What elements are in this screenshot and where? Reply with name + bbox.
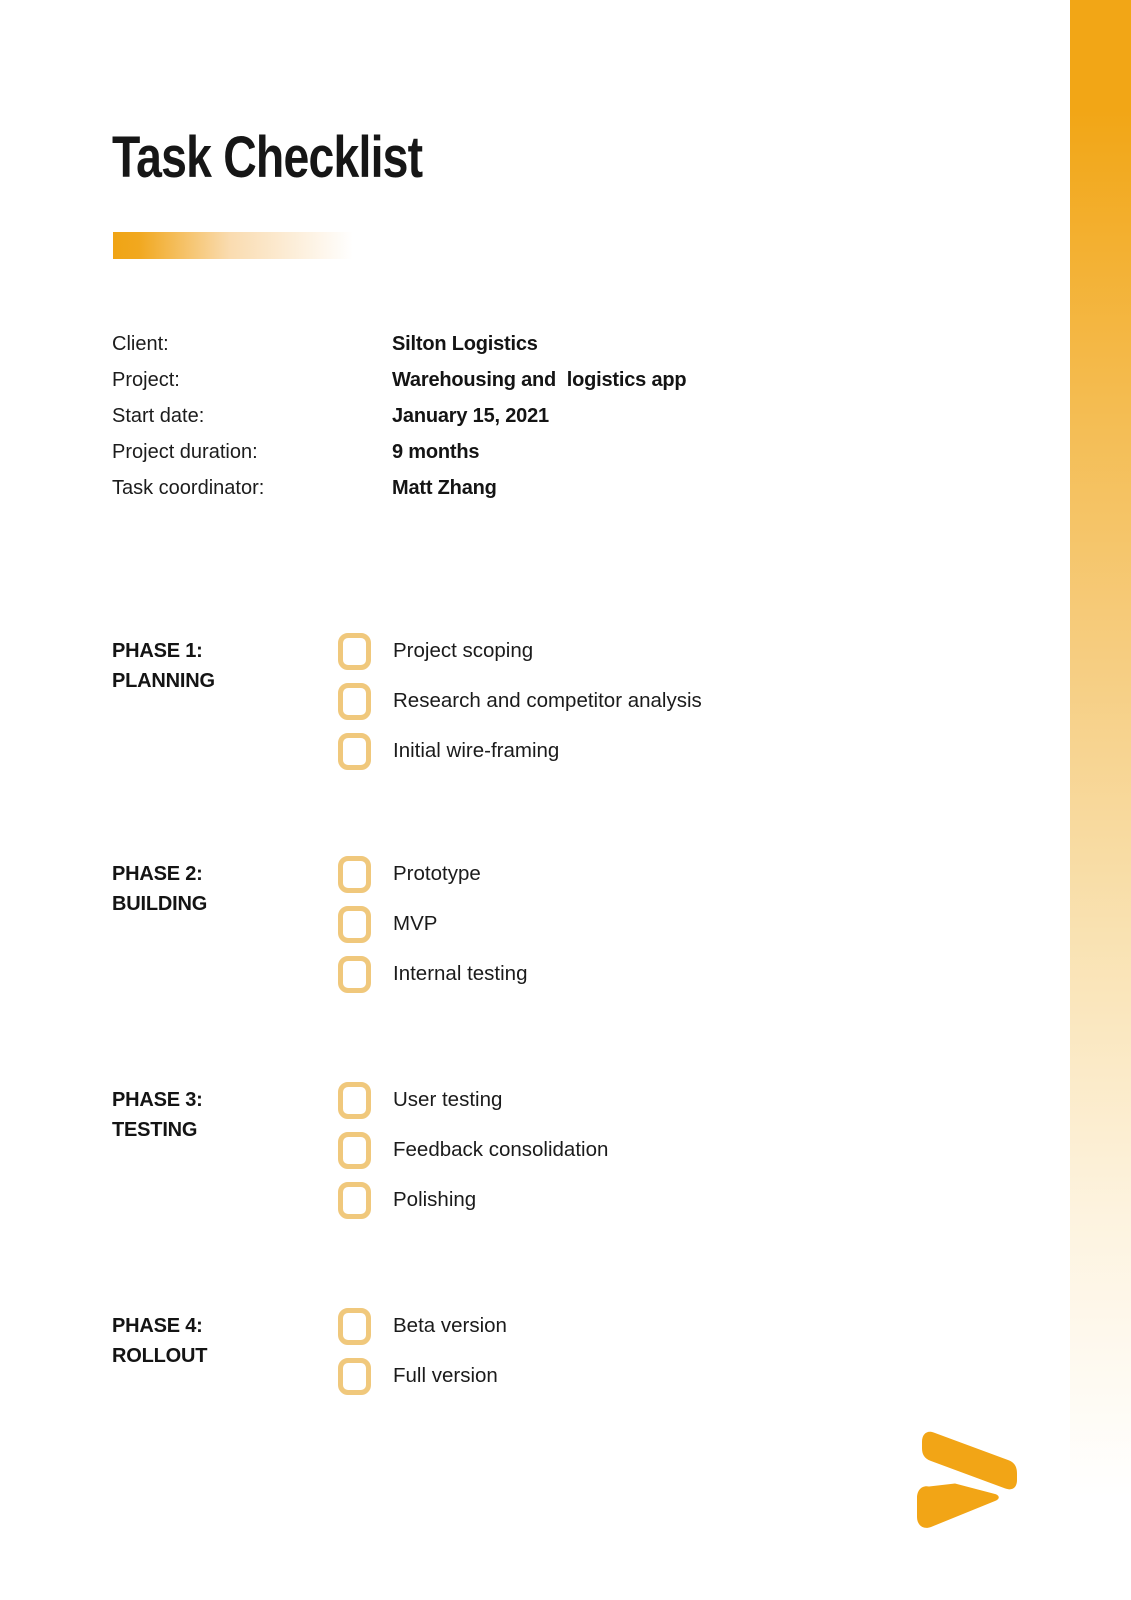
phase-section-testing xyxy=(112,1075,972,1225)
task-checkbox[interactable] xyxy=(338,906,371,943)
brand-chevron-logo-icon xyxy=(903,1430,1020,1530)
task-checkbox[interactable] xyxy=(338,956,371,993)
task-row xyxy=(338,626,702,676)
phase-number: PHASE 2: xyxy=(112,863,203,885)
task-label: Initial wire-framing xyxy=(393,739,560,762)
info-value: Silton Logistics xyxy=(392,332,538,355)
page-title: Task Checklist xyxy=(112,125,423,190)
task-label: Feedback consolidation xyxy=(393,1138,609,1161)
task-checkbox[interactable] xyxy=(338,1182,371,1219)
project-info xyxy=(112,326,812,506)
task-label: Beta version xyxy=(393,1314,507,1337)
task-checkbox[interactable] xyxy=(338,733,371,770)
phase-number: PHASE 1: xyxy=(112,640,203,662)
phase-title: BUILDING xyxy=(112,893,208,915)
phase-number: PHASE 3: xyxy=(112,1089,203,1111)
task-checkbox[interactable] xyxy=(338,683,371,720)
task-row xyxy=(338,1301,507,1351)
phase-section-rollout xyxy=(112,1301,972,1401)
task-label: Project scoping xyxy=(393,639,534,662)
page-edge-gradient xyxy=(1070,0,1131,1560)
task-list xyxy=(338,1301,507,1401)
info-label: Client: xyxy=(112,332,169,355)
info-label: Start date: xyxy=(112,404,205,427)
task-row xyxy=(338,849,527,899)
phase-heading xyxy=(112,626,338,776)
task-checkbox[interactable] xyxy=(338,1132,371,1169)
task-label: Polishing xyxy=(393,1188,477,1211)
info-label: Project: xyxy=(112,368,180,391)
info-value: Matt Zhang xyxy=(392,476,497,499)
task-list xyxy=(338,626,702,776)
task-label: Research and competitor analysis xyxy=(393,689,702,712)
task-label: User testing xyxy=(393,1088,503,1111)
phase-heading xyxy=(112,849,338,999)
info-value: 9 months xyxy=(392,440,480,463)
task-row xyxy=(338,1075,608,1125)
info-row-project xyxy=(112,362,812,398)
title-accent-bar xyxy=(113,232,371,259)
info-row-start-date xyxy=(112,398,812,434)
phase-title: ROLLOUT xyxy=(112,1345,208,1367)
phase-title: PLANNING xyxy=(112,670,215,692)
phase-section-planning xyxy=(112,626,972,776)
task-checkbox[interactable] xyxy=(338,1082,371,1119)
phase-heading xyxy=(112,1075,338,1225)
task-row xyxy=(338,726,702,776)
task-row xyxy=(338,899,527,949)
task-row xyxy=(338,1125,608,1175)
info-label: Project duration: xyxy=(112,440,258,463)
task-row xyxy=(338,1175,608,1225)
task-label: Prototype xyxy=(393,862,481,885)
task-row xyxy=(338,1351,507,1401)
task-checkbox[interactable] xyxy=(338,633,371,670)
info-value: Warehousing and logistics app xyxy=(392,368,687,391)
task-row xyxy=(338,676,702,726)
phase-number: PHASE 4: xyxy=(112,1315,203,1337)
phase-title: TESTING xyxy=(112,1119,198,1141)
task-list xyxy=(338,1075,608,1225)
info-label: Task coordinator: xyxy=(112,476,265,499)
task-label: MVP xyxy=(393,912,438,935)
phase-heading xyxy=(112,1301,338,1401)
task-label: Full version xyxy=(393,1364,498,1387)
info-value: January 15, 2021 xyxy=(392,404,549,427)
task-label: Internal testing xyxy=(393,962,528,985)
info-row-coordinator xyxy=(112,470,812,506)
task-checkbox[interactable] xyxy=(338,856,371,893)
task-row xyxy=(338,949,527,999)
task-list xyxy=(338,849,527,999)
info-row-client xyxy=(112,326,812,362)
phase-section-building xyxy=(112,849,972,999)
info-row-duration xyxy=(112,434,812,470)
task-checkbox[interactable] xyxy=(338,1308,371,1345)
task-checkbox[interactable] xyxy=(338,1358,371,1395)
